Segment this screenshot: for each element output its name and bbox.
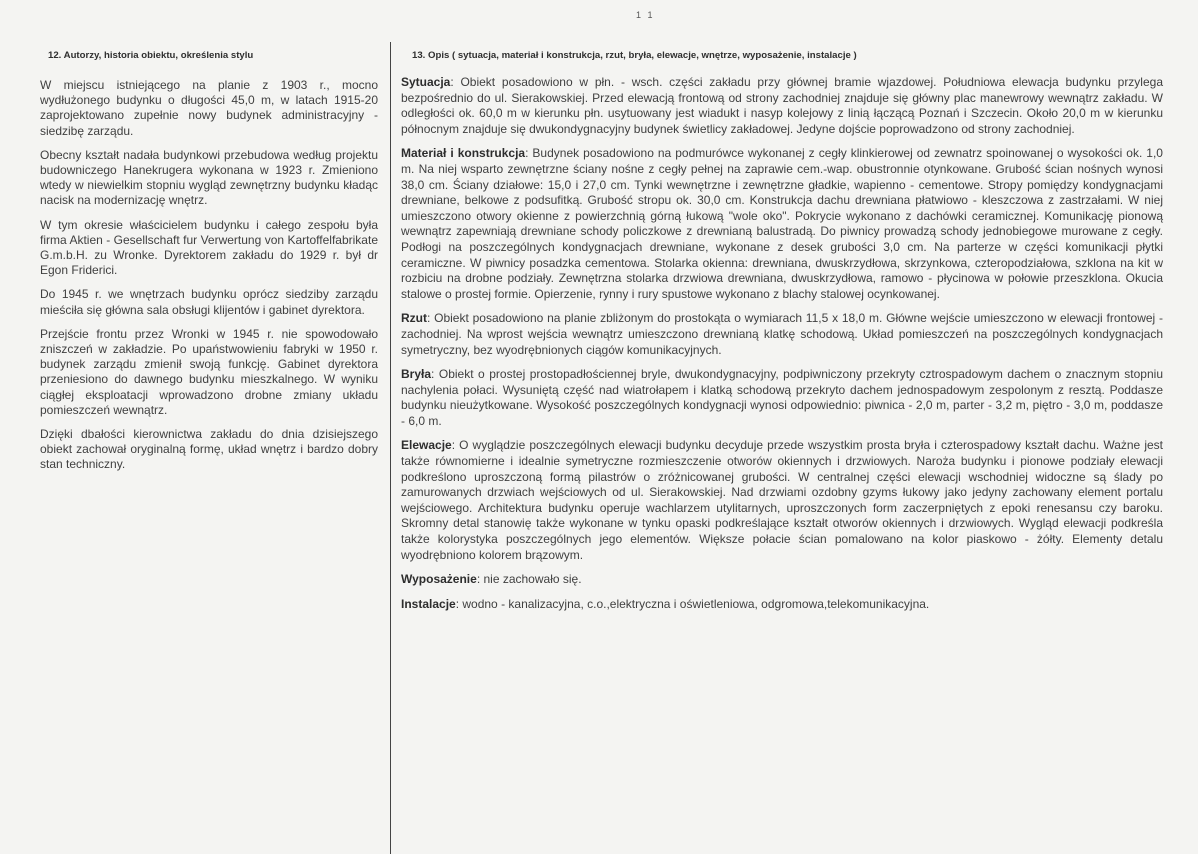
description-heading: 13. Opis ( sytuacja, materiał i konstrukcja, rzut, bryła, elewacje, wnętrze, wyposażenie, instalacje ) bbox=[412, 50, 857, 61]
history-paragraph: Dzięki dbałości kierownictwa zakładu do dnia dzisiejszego obiekt zachował oryginalną formę, układ wnętrz i bardzo dobry stan techniczny. bbox=[40, 427, 378, 472]
section-label: Wyposażenie bbox=[401, 572, 477, 587]
section-label: Elewacje bbox=[401, 438, 452, 453]
top-page-marks: 1 1 bbox=[636, 10, 655, 20]
section-sytuacja bbox=[401, 75, 1163, 137]
history-paragraph: W tym okresie właścicielem budynku i całego zespołu była firma Aktien - Gesellschaft fur Verwertung von Kartoffelfabrikate G.m.b.H. zu Wronke. Dyrektorem zakładu do 1929 r. był dr Egon Friderici. bbox=[40, 217, 378, 278]
section-rzut bbox=[401, 311, 1163, 358]
section-text: : Obiekt posadowiono na planie zbliżonym do prostokąta o wymiarach 11,5 x 18,0 m. Główne wejście umieszczono w elewacji frontowej - zachodniej. Na wprost wejścia wewnątrz umieszczono drewnianą klatkę schodową. Układ pomieszczeń na poszczególnych kondygnacjach symetryczny, bez wyodrębnionych ciągów komunikacyjnych. bbox=[401, 311, 1163, 357]
history-paragraph: Do 1945 r. we wnętrzach budynku oprócz siedziby zarządu mieściła się główna sala obsługi klijentów i gabinet dyrektora. bbox=[40, 287, 378, 317]
history-paragraph: Obecny kształt nadała budynkowi przebudowa według projektu budowniczego Hanekrugera wykonana w 1923 r. Zmieniono wtedy w niewielkim stopniu wygląd zewnętrzny budynku kładąc nacisk na modernizację wnętrz. bbox=[40, 147, 378, 208]
history-paragraph: W miejscu istniejącego na planie z 1903 r., mocno wydłużonego budynku o długości 45,0 m, w latach 1915-20 zaprojektowano zupełnie nowy budynek administracyjny - siedzibę zarządu. bbox=[40, 78, 378, 138]
section-text: : O wyglądzie poszczególnych elewacji budynku decyduje przede wszystkim prosta bryła i czterospadowy kształt dachu. Ważne jest także równomierne i idealnie symetryczne rozmieszczenie otworów okiennych i drzwiowych. Naroża budynku i pionowe podziały elewacji podkreślono uproszczoną formą pilastrów o zróżnicowanej grubości. W centralnej części elewacji wschodniej widoczne są ślady po zamurowanych drzwiach wejściowych od ul. Sierakowskiej. Nad drzwiami ozdobny gzyms łukowy jako jedyny zachowany element portalu wejściowego. Architektura budynku operuje wachlarzem utylitarnych, uproszczonych form zaczerpniętych z epoki renesansu czy baroku. Skromny detal stanowię także wykonane w tynku opaski podkreślające kształt otworów okiennych i drzwiowych. Wygląd elewacji podkreśla także kolorystyka poszczególnych jego elementów. Większe połacie ścian pomalowano na kolor piaskowo - żółty. Elementy detalu wyodrębniono kolorem brązowym. bbox=[401, 438, 1163, 562]
section-bryla bbox=[401, 367, 1163, 429]
section-text: : wodno - kanalizacyjna, c.o.,elektryczna i oświetleniowa, odgromowa,telekomunikacyjna. bbox=[455, 596, 930, 611]
history-paragraph: Przejście frontu przez Wronki w 1945 r. nie spowodowało zniszczeń w zakładzie. Po upaństwowieniu fabryki w 1950 r. budynek zarządu zmienił swoją funkcję. Gabinet dyrektora przeniesiono do dawnego budynku mieszkalnego. W wyniku ciągłej eksploatacji wprowadzono drobne zmiany układu pomieszczeń wewnątrz. bbox=[40, 326, 378, 417]
section-elewacje bbox=[401, 438, 1163, 563]
section-text: : Budynek posadowiono na podmurówce wykonanej z cegły klinkierowej od zewnatrz spoinowanej o wysokości ok. 1,0 m. Na niej wsparto zewnętrzne ściany nośne z cegły pełnej na zaprawie cem.-wap. obustronnie otynkowane. Grubość ścian nośnych wynosi 38,0 cm. Ściany działowe: 15,0 i 27,0 cm. Tynki wewnętrzne i zewnętrzne gładkie, wapienno - cementowe. Stropy pomiędzy kondygnacjami drewniane, belkowe z podsufitką. Grubość stropu ok. 30,0 cm. Konstrukcja dachu drewniana płatwiowo - kleszczowa z zastrzałami. W niej umieszczono otwory okienne z powierzchnią górną łukową "wole oko". Pokrycie wykonano z dachówki ceramicznej. Komunikację pionową wewnątrz zapewniają drewniane schody policzkowe z drewnianą balustradą. Do piwnicy prowadzą schody jednobiegowe murowane z cegły. Podłogi na poszczególnych kondygnacjach drewniane, wykonane z desek grubości 3,0 cm. Na parterze w części komunikacji płytki ceramiczne. W piwnicy posadzka cementowa. Stolarka okienna: drewniana, dwuskrzydłowa, skrzynkowa, czteropodziałowa, szklona na kit w rozbiciu na drobne podziały. Zewnętrzna stolarka drzwiowa drewniana, dwuskrzydłowa, ramowo - płycinowa w połowie przeszklona. Okucia stalowe o prostej formie. Opierzenie, rynny i rury spustowe wykonano z blachy stalowej ocynkowanej. bbox=[401, 146, 1163, 301]
section-label: Rzut bbox=[401, 311, 427, 326]
description-column bbox=[401, 50, 1163, 621]
history-column bbox=[40, 50, 378, 482]
column-divider bbox=[390, 42, 391, 854]
section-label: Instalacje bbox=[401, 596, 456, 611]
history-heading: 12. Autorzy, historia obiektu, określenia stylu bbox=[48, 50, 254, 61]
section-label: Bryła bbox=[401, 367, 432, 382]
section-wyposazenie bbox=[401, 572, 1163, 588]
section-text: : Obiekt o prostej prostopadłościennej bryle, dwukondygnacyjny, podpiwniczony przekryty cztrospadowym dachem o znacznym stopniu nachylenia połaci. Wysuniętą część nad wiatrołapem i klatką schodową przekryto dachem jednospadowym zespolonym z resztą. Poddasze budynku nieużytkowane. Wysokość poszczególnych kondygnacji wynosi odpowiednio: piwnica - 2,0 m, parter - 3,2 m, piętro - 3,0 m, poddasze - 6,0 m. bbox=[401, 367, 1163, 428]
section-material bbox=[401, 146, 1163, 302]
section-instalacje bbox=[401, 597, 1163, 613]
section-text: : nie zachowało się. bbox=[476, 572, 582, 587]
section-text: : Obiekt posadowiono w płn. - wsch. części zakładu przy głównej bramie wjazdowej. Południowa elewacja budynku przylega bezpośrednio do ul. Sierakowskiej. Przed elewacją frontową od strony zachodniej znajduje się główny plac manewrowy wewnątrz zakładu. W odległości ok. 60,0 m w kierunku płn. usytuowany jest wiadukt i nasyp kolejowy z linią łączącą Poznań i Szczecin. Około 20,0 m w kierunku północnym znajduje się dwukondygnacyjny budynek świetlicy zakładowej. Jedyne dojście poprowadzono od strony zachodniej. bbox=[401, 75, 1163, 136]
section-label: Materiał i konstrukcja bbox=[401, 146, 526, 161]
section-label: Sytuacja bbox=[401, 75, 451, 89]
